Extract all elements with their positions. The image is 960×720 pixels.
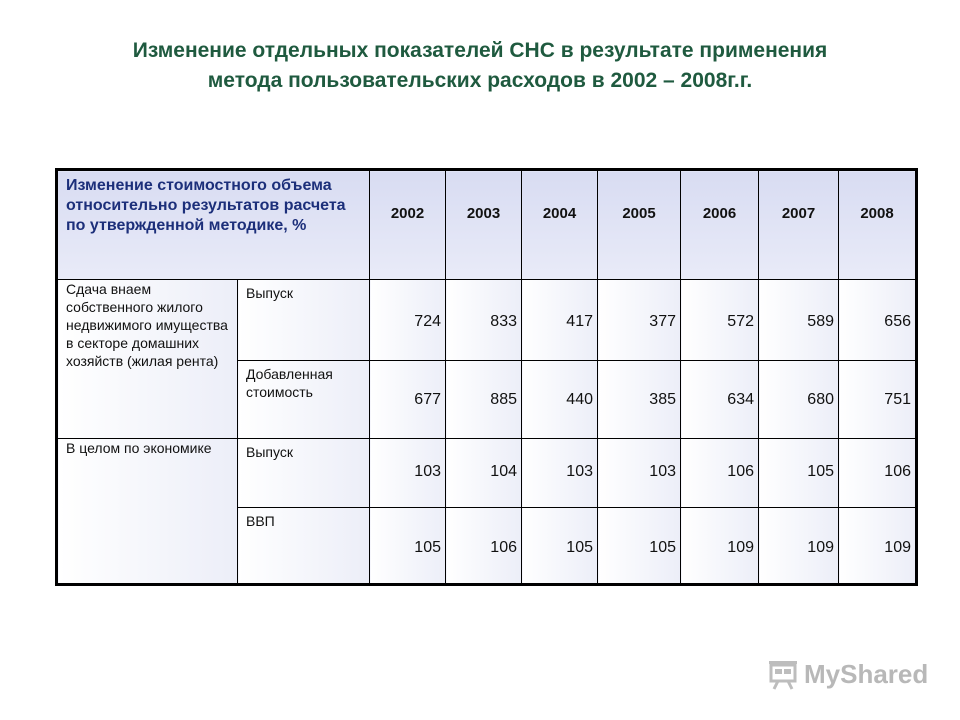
value-cell: 106: [839, 439, 917, 508]
value-cell: 656: [839, 280, 917, 361]
value-cell: 833: [446, 280, 522, 361]
group-label: Сдача внаем собственного жилого недвижимого имущества в секторе домашних хозяйств (жилая рента): [66, 281, 228, 369]
value-cell: 105: [370, 508, 446, 585]
header-label-cell: [57, 170, 370, 280]
table-row: [57, 280, 917, 361]
value-cell: 109: [759, 508, 839, 585]
value-cell: 680: [759, 361, 839, 439]
value-cell: 885: [446, 361, 522, 439]
row-label: ВВП: [246, 513, 275, 529]
value-cell: 103: [370, 439, 446, 508]
row-label: Выпуск: [246, 285, 293, 301]
logo-text: MyShared: [804, 658, 929, 689]
year-header: 2006: [681, 170, 759, 280]
value-cell: 377: [598, 280, 681, 361]
row-label-cell: [238, 280, 370, 361]
projector-screen-icon: [766, 658, 800, 690]
row-label: Выпуск: [246, 444, 293, 460]
table-header-row: [57, 170, 917, 280]
value-cell: 106: [446, 508, 522, 585]
value-cell: 589: [759, 280, 839, 361]
value-cell: 105: [522, 508, 598, 585]
value-cell: 103: [522, 439, 598, 508]
group-label-cell: [57, 439, 238, 585]
myshared-logo: [766, 656, 928, 692]
group-label-cell: [57, 280, 238, 439]
row-label-cell: [238, 508, 370, 585]
row-label-cell: [238, 439, 370, 508]
year-header: 2005: [598, 170, 681, 280]
year-header: 2007: [759, 170, 839, 280]
year-header: 2008: [839, 170, 917, 280]
indicators-table: [55, 168, 918, 586]
value-cell: 634: [681, 361, 759, 439]
year-header: 2003: [446, 170, 522, 280]
value-cell: 724: [370, 280, 446, 361]
year-header: 2002: [370, 170, 446, 280]
value-cell: 417: [522, 280, 598, 361]
value-cell: 385: [598, 361, 681, 439]
value-cell: 105: [759, 439, 839, 508]
value-cell: 572: [681, 280, 759, 361]
title-line-2: метода пользовательских расходов в 2002 – 2008г.г.: [207, 69, 753, 92]
row-label-cell: [238, 361, 370, 439]
value-cell: 109: [839, 508, 917, 585]
row-label: Добавленная стоимость: [246, 366, 333, 400]
value-cell: 106: [681, 439, 759, 508]
title-line-1: Изменение отдельных показателей СНС в результате применения: [132, 39, 828, 62]
group-label: В целом по экономике: [66, 440, 212, 456]
value-cell: 440: [522, 361, 598, 439]
year-header: 2004: [522, 170, 598, 280]
value-cell: 677: [370, 361, 446, 439]
value-cell: 104: [446, 439, 522, 508]
table-row: [57, 439, 917, 508]
page-title: [40, 36, 920, 96]
value-cell: 103: [598, 439, 681, 508]
value-cell: 109: [681, 508, 759, 585]
header-label: Изменение стоимостного объема относительно результатов расчета по утвержденной методике, %: [66, 177, 346, 234]
value-cell: 105: [598, 508, 681, 585]
value-cell: 751: [839, 361, 917, 439]
